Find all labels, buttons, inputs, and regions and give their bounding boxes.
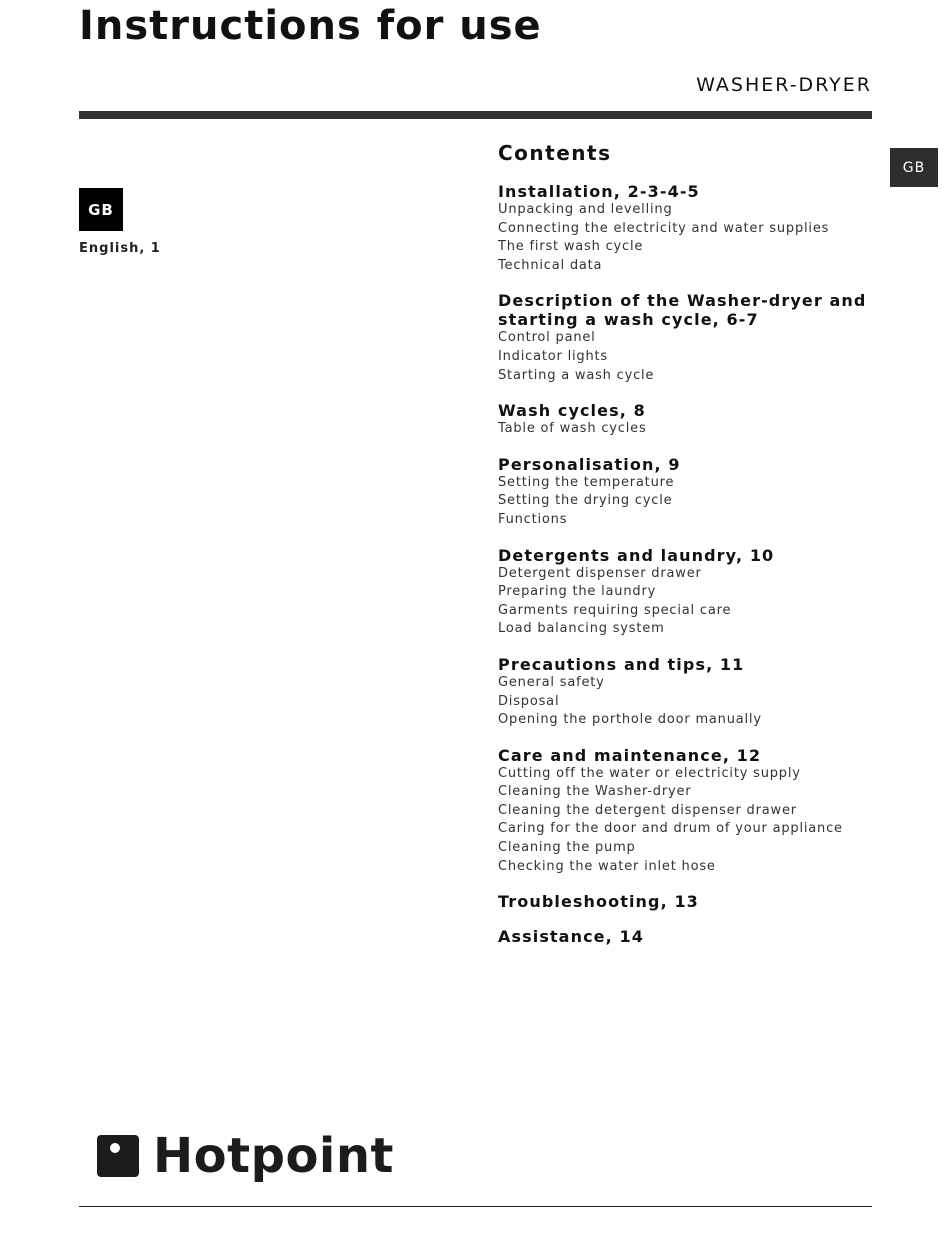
contents-section xyxy=(498,182,888,275)
contents-section xyxy=(498,401,888,439)
section-item: Control panel xyxy=(498,330,596,346)
table-of-contents xyxy=(498,142,888,962)
section-title: Assistance, 14 xyxy=(498,927,644,947)
section-item: Unpacking and levelling xyxy=(498,202,673,217)
section-item: Setting the temperature xyxy=(498,474,675,490)
section-item: The first wash cycle xyxy=(498,239,644,255)
language-side-tab: GB xyxy=(890,148,938,187)
section-title: Installation, 2-3-4-5 xyxy=(498,182,700,201)
contents-section xyxy=(498,455,888,530)
brand-name: Hotpoint xyxy=(153,1128,394,1184)
contents-section xyxy=(498,927,888,946)
section-item: Detergent dispenser drawer xyxy=(498,565,702,581)
contents-section xyxy=(498,892,888,911)
section-item: Cleaning the pump xyxy=(498,840,636,856)
section-item: Indicator lights xyxy=(498,348,608,364)
section-item: Starting a wash cycle xyxy=(498,367,655,383)
section-item: Table of wash cycles xyxy=(498,421,647,437)
section-item: Cleaning the detergent dispenser drawer xyxy=(498,802,797,818)
section-title: Care and maintenance, 12 xyxy=(498,745,762,765)
section-item: Opening the porthole door manually xyxy=(498,712,762,728)
section-item: General safety xyxy=(498,674,605,690)
brand-logo xyxy=(97,1130,394,1182)
section-item: Garments requiring special care xyxy=(498,602,732,618)
section-item: Caring for the door and drum of your appliance xyxy=(498,821,843,837)
section-item: Cutting off the water or electricity supply xyxy=(498,765,801,781)
section-item: Setting the drying cycle xyxy=(498,493,673,509)
contents-heading: Contents xyxy=(498,141,612,165)
section-item: Functions xyxy=(498,511,568,527)
footer-divider xyxy=(79,1206,872,1207)
section-item: Disposal xyxy=(498,693,560,709)
language-badge: GB xyxy=(79,188,123,231)
document-title: Instructions for use xyxy=(79,3,542,49)
contents-section xyxy=(498,746,888,877)
section-item: Technical data xyxy=(498,257,603,273)
language-reference: English, 1 xyxy=(79,241,161,256)
section-title: Personalisation, 9 xyxy=(498,454,681,474)
section-item: Cleaning the Washer-dryer xyxy=(498,784,692,800)
contents-section xyxy=(498,291,888,385)
document-subtitle: WASHER-DRYER xyxy=(696,74,872,96)
header-divider xyxy=(79,111,872,119)
section-title: Wash cycles, 8 xyxy=(498,401,646,421)
section-item: Connecting the electricity and water supplies xyxy=(498,220,830,236)
contents-sections xyxy=(498,182,888,946)
section-item: Checking the water inlet hose xyxy=(498,858,716,874)
section-item: Preparing the laundry xyxy=(498,584,657,600)
contents-section xyxy=(498,655,888,730)
contents-section xyxy=(498,546,888,639)
section-title: Detergents and laundry, 10 xyxy=(498,545,775,565)
section-title: Precautions and tips, 11 xyxy=(498,654,745,674)
section-item: Load balancing system xyxy=(498,621,665,637)
hotpoint-logo-icon xyxy=(97,1135,139,1177)
section-title: Description of the Washer-dryer and starting a wash cycle, 6-7 xyxy=(498,291,867,330)
section-title: Troubleshooting, 13 xyxy=(498,892,699,912)
